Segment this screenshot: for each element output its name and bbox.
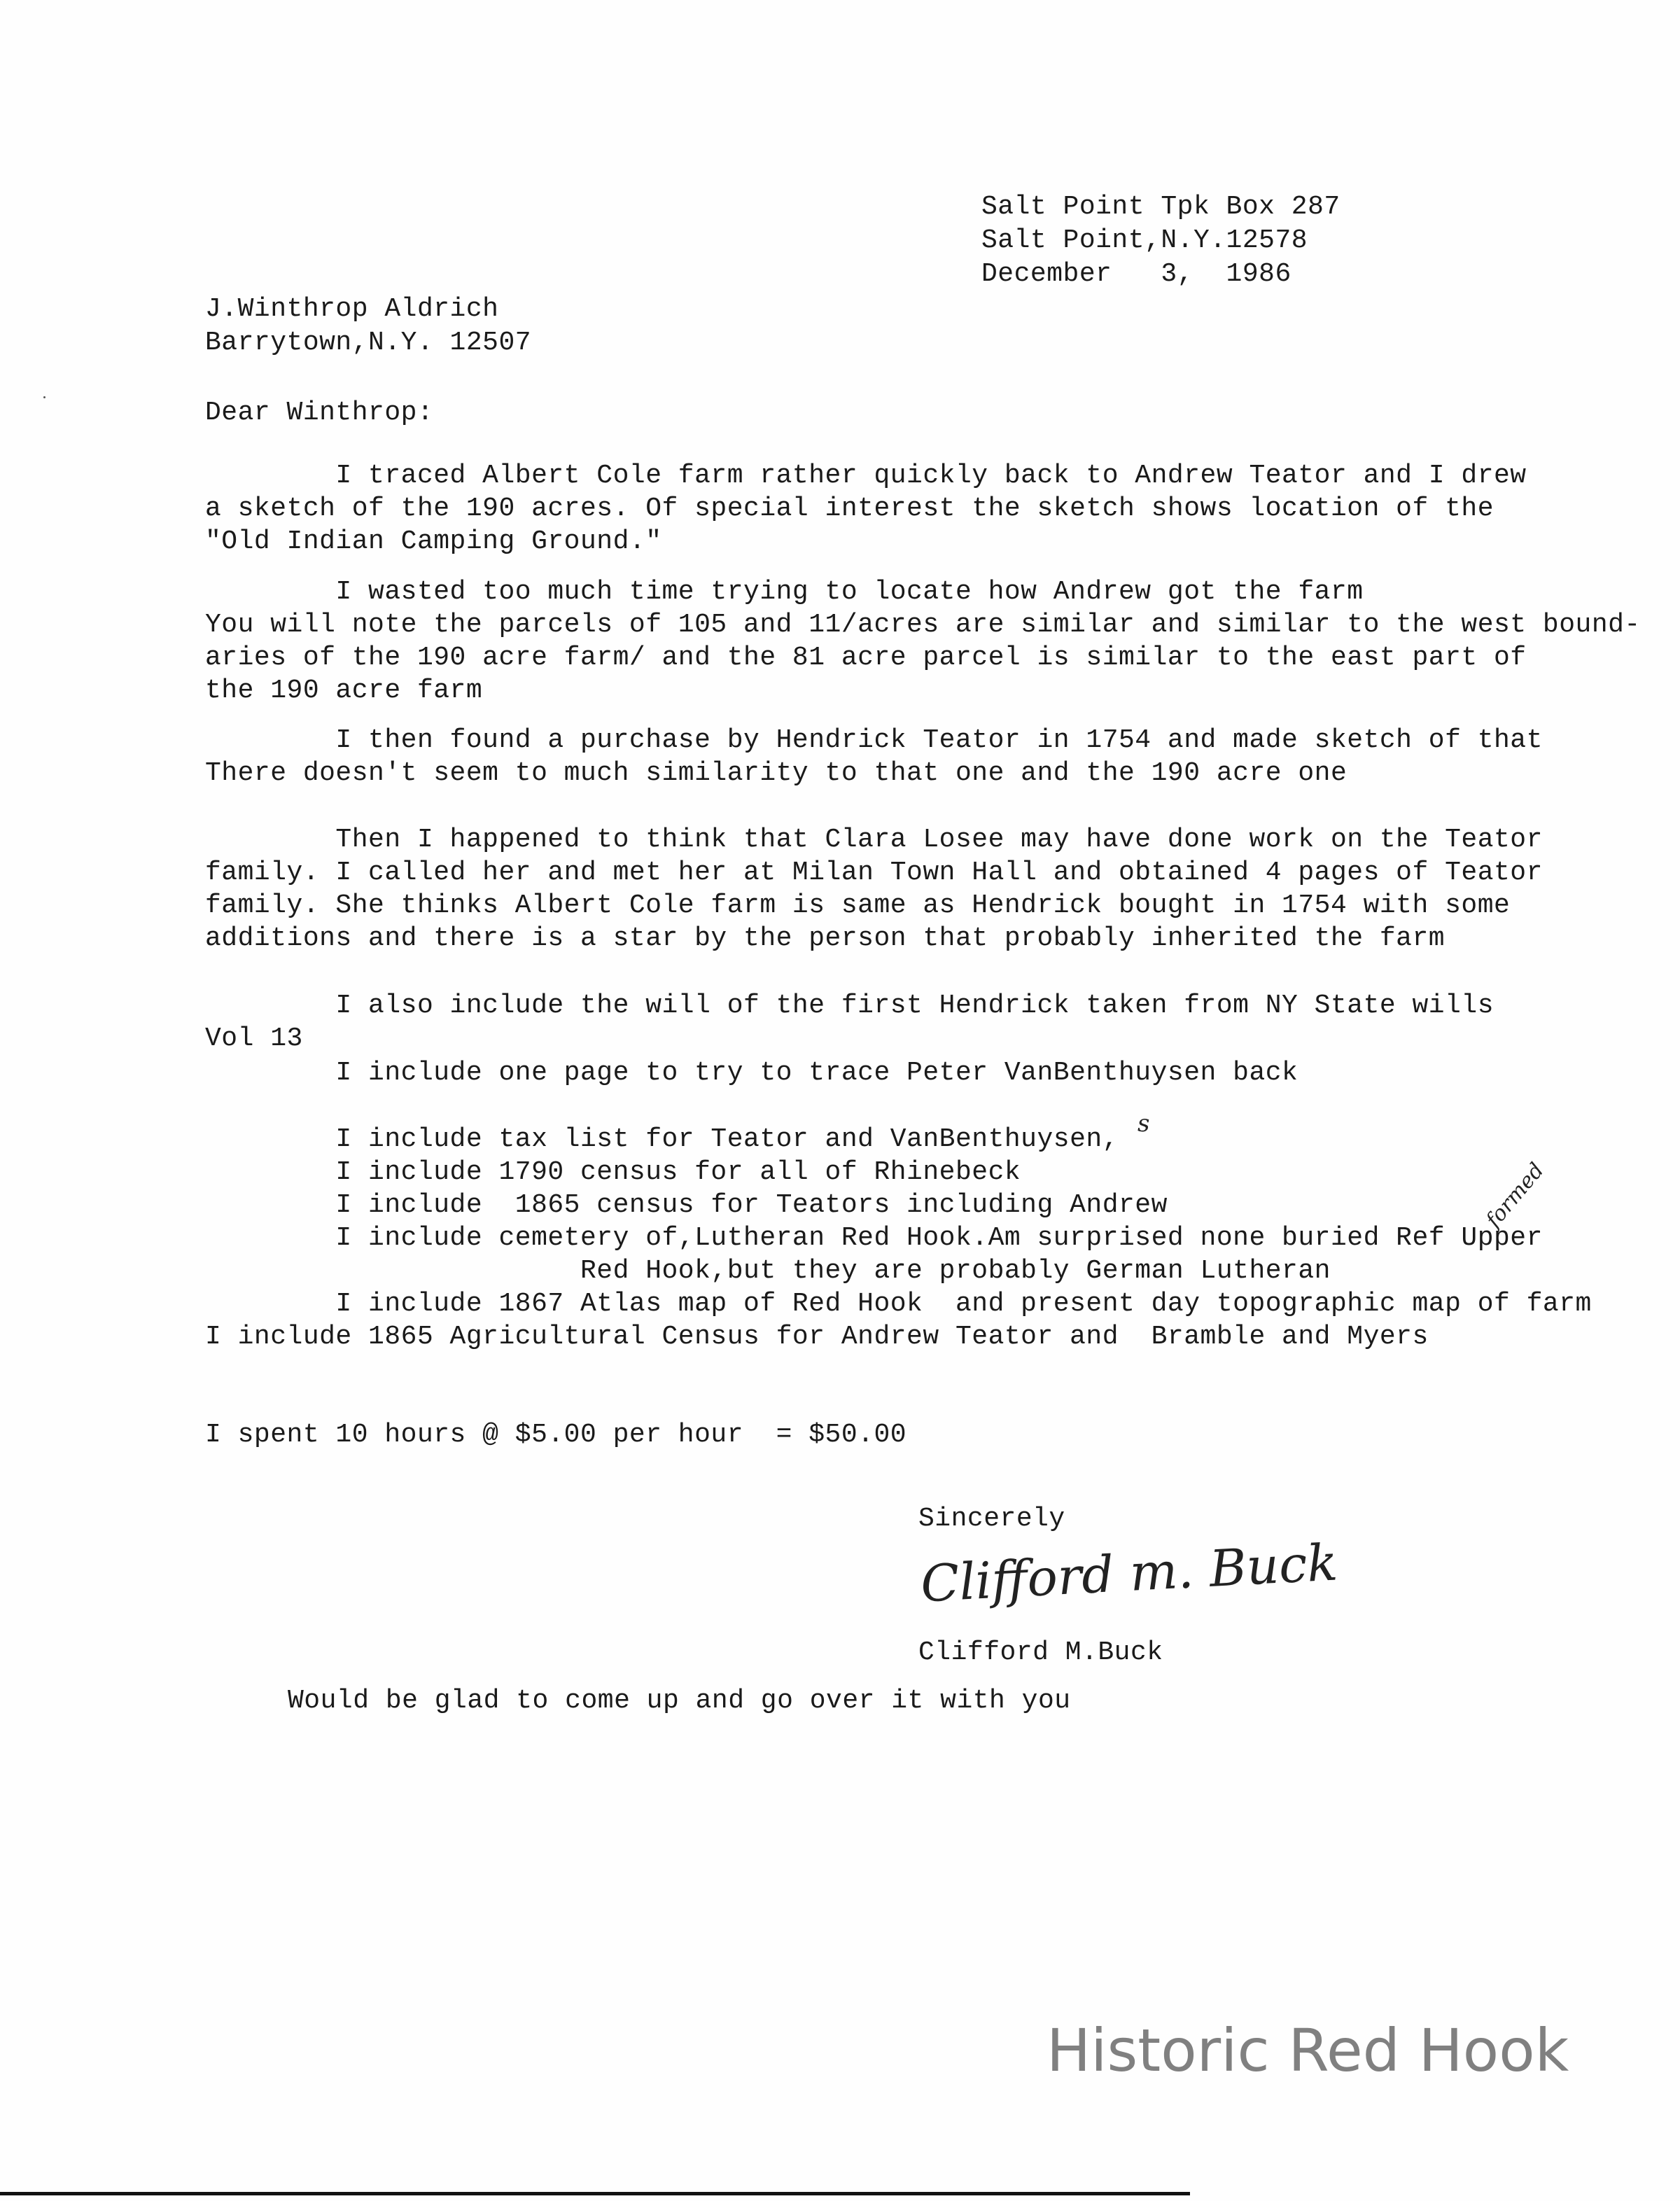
enclosure-item: I include tax list for Teator and VanBenthuysen, [205,1124,1119,1154]
body-line: There doesn't seem to much similarity to that one and the 190 acre one [205,758,1348,788]
body-line: Vol 13 [205,1023,303,1054]
body-line: Then I happened to think that Clara Losee may have done work on the Teator [205,825,1543,855]
sender-city: Salt Point,N.Y.12578 [981,225,1308,256]
sender-street: Salt Point Tpk Box 287 [981,192,1340,222]
postscript: Would be glad to come up and go over it with you [288,1686,1071,1716]
body-line: I include one page to try to trace Peter VanBenthuysen back [205,1058,1298,1088]
body-line: I traced Albert Cole farm rather quickly back to Andrew Teator and I drew [205,461,1527,491]
body-line: a sketch of the 190 acres. Of special interest the sketch shows location of the [205,494,1494,524]
handwritten-s-correction: s [1138,1110,1150,1138]
body-line: aries of the 190 acre farm/ and the 81 acre parcel is similar to the east part of [205,643,1527,673]
body-line: family. I called her and met her at Milan Town Hall and obtained 4 pages of Teator [205,858,1543,888]
body-line: the 190 acre farm [205,676,483,706]
handwritten-signature: Clifford m. Buck [919,1532,1339,1614]
enclosure-item: I include 1790 census for all of Rhinebeck [205,1157,1021,1187]
body-line: I wasted too much time trying to locate how Andrew got the farm [205,577,1364,607]
handwritten-reformed-annotation: formed [1481,1158,1549,1233]
historic-red-hook-watermark: Historic Red Hook [1046,2016,1569,2085]
body-line: I then found a purchase by Hendrick Teator in 1754 and made sketch of that [205,725,1543,755]
signer-name: Clifford M.Buck [918,1637,1163,1668]
closing: Sincerely [918,1504,1065,1534]
enclosure-item: Red Hook,but they are probably German Lutheran [205,1256,1331,1286]
recipient-city: Barrytown,N.Y. 12507 [205,328,532,358]
letter-date: December 3, 1986 [981,259,1292,289]
body-line: "Old Indian Camping Ground." [205,526,662,557]
body-line: additions and there is a star by the person that probably inherited the farm [205,923,1446,953]
scan-edge-line [0,2192,1190,2195]
salutation: Dear Winthrop: [205,398,434,428]
enclosure-item: I include 1865 Agricultural Census for Andrew Teator and Bramble and Myers [205,1322,1429,1352]
body-line: I also include the will of the first Hendrick taken from NY State wills [205,991,1494,1021]
body-line: You will note the parcels of 105 and 11/acres are similar and similar to the west bound- [205,610,1641,640]
body-line: family. She thinks Albert Cole farm is same as Hendrick bought in 1754 with some [205,890,1511,921]
enclosure-item: I include 1865 census for Teators including Andrew [205,1190,1168,1220]
enclosure-item: I include 1867 Atlas map of Red Hook and present day topographic map of farm [205,1289,1592,1319]
fee-line: I spent 10 hours @ $5.00 per hour = $50.00 [205,1420,907,1450]
recipient-name: J.Winthrop Aldrich [205,294,499,324]
scan-speck [43,396,46,398]
enclosure-item: I include cemetery of,Lutheran Red Hook.Am surprised none buried Ref Upper [205,1223,1543,1253]
